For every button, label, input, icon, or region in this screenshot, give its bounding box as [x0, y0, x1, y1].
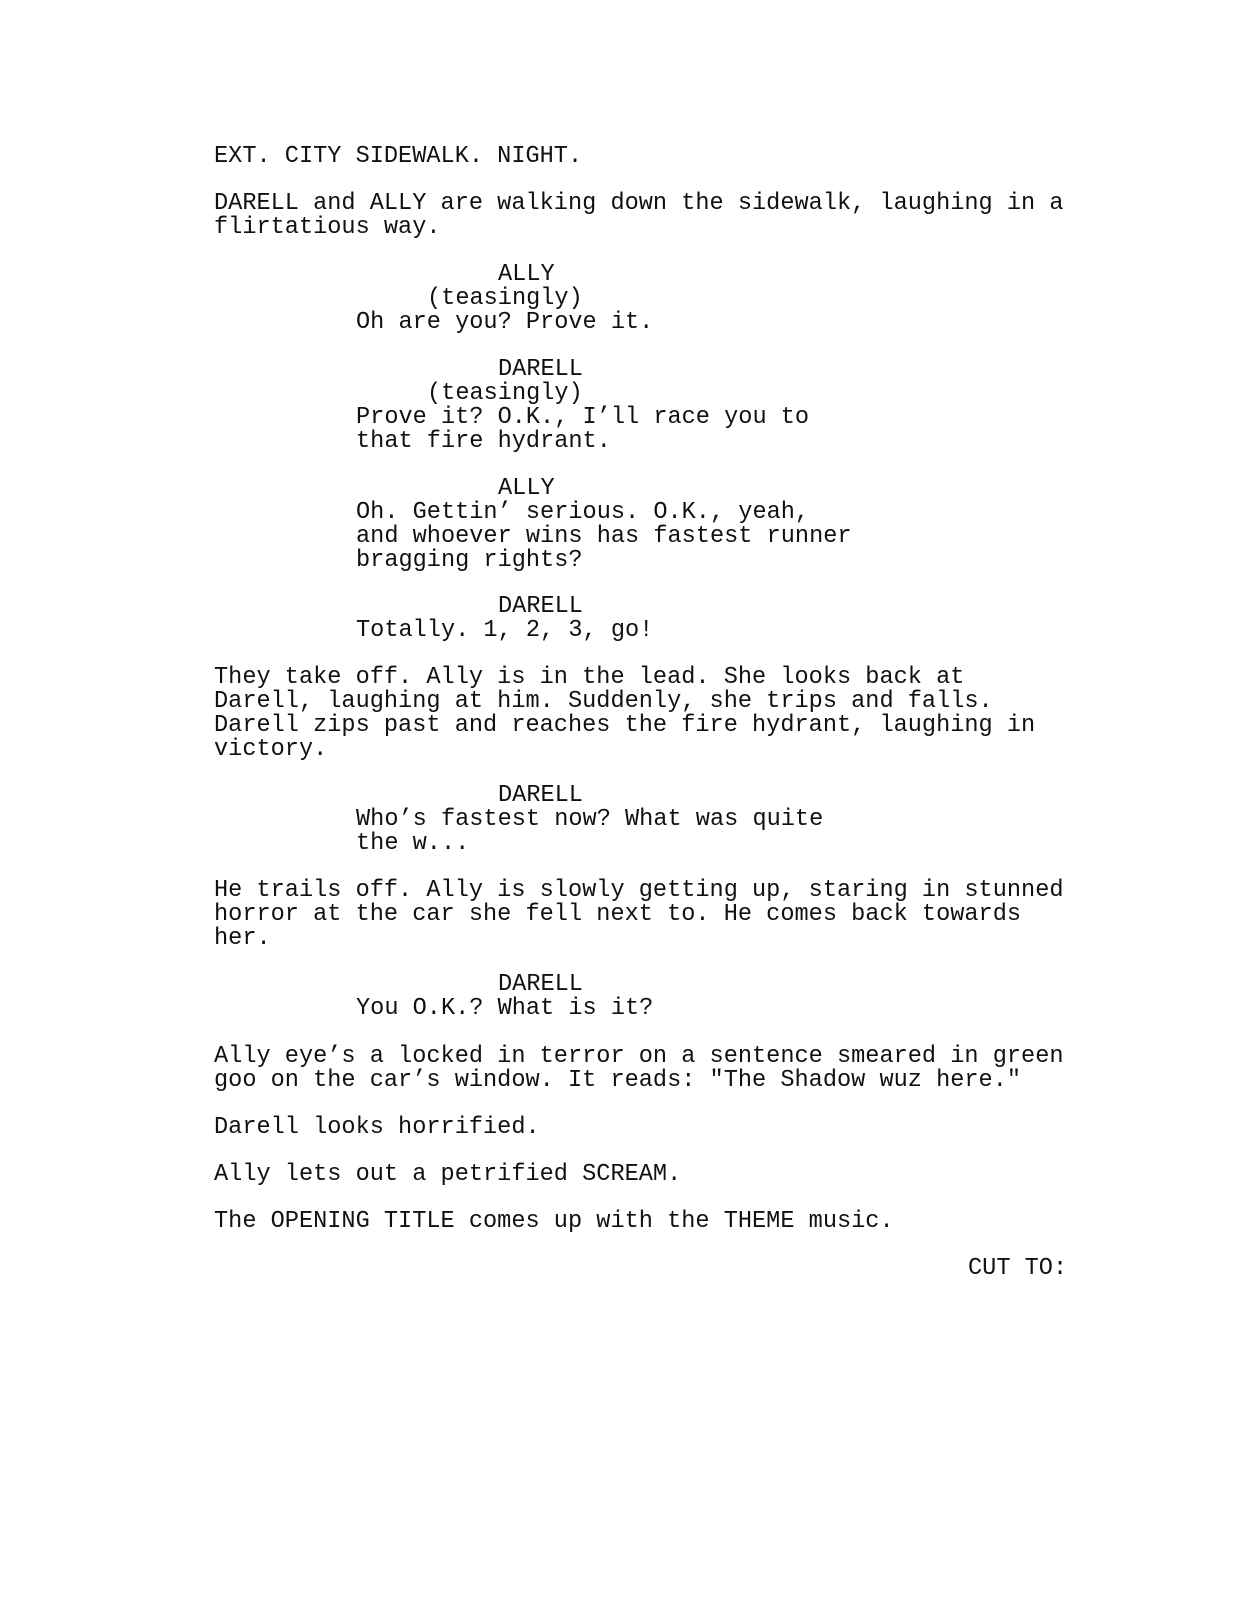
scene-heading: EXT. CITY SIDEWALK. NIGHT. [214, 143, 583, 170]
parenthetical: (teasingly) [427, 285, 583, 312]
action-line: goo on the car’s window. It reads: "The Shadow wuz here." [214, 1067, 1022, 1094]
dialogue-line: bragging rights? [356, 547, 583, 574]
character-name: DARELL [498, 782, 583, 809]
dialogue-line: that fire hydrant. [356, 428, 611, 455]
action-line: victory. [214, 736, 328, 763]
character-name: ALLY [498, 475, 555, 502]
action-line: Darell zips past and reaches the fire hydrant, laughing in [214, 712, 1036, 739]
dialogue-line: Oh. Gettin’ serious. O.K., yeah, [356, 499, 810, 526]
action-line: Ally lets out a petrified SCREAM. [214, 1161, 682, 1188]
character-name: DARELL [498, 971, 583, 998]
dialogue-line: Totally. 1, 2, 3, go! [356, 617, 654, 644]
action-line: Ally eye’s a locked in terror on a sentence smeared in green [214, 1043, 1064, 1070]
character-name: DARELL [498, 356, 583, 383]
action-line: The OPENING TITLE comes up with the THEME music. [214, 1208, 894, 1235]
dialogue-line: Prove it? O.K., I’ll race you to [356, 404, 810, 431]
dialogue-line: Who’s fastest now? What was quite [356, 806, 824, 833]
action-line: Darell looks horrified. [214, 1114, 540, 1141]
action-line: horror at the car she fell next to. He comes back towards [214, 901, 1022, 928]
action-line: They take off. Ally is in the lead. She looks back at [214, 664, 965, 691]
action-line: DARELL and ALLY are walking down the sidewalk, laughing in a [214, 190, 1064, 217]
action-line: He trails off. Ally is slowly getting up, staring in stunned [214, 877, 1064, 904]
dialogue-line: and whoever wins has fastest runner [356, 523, 852, 550]
dialogue-line: Oh are you? Prove it. [356, 309, 654, 336]
dialogue-line: You O.K.? What is it? [356, 995, 654, 1022]
character-name: ALLY [498, 261, 555, 288]
dialogue-line: the w... [356, 830, 470, 857]
transition: CUT TO: [968, 1255, 1068, 1282]
parenthetical: (teasingly) [427, 380, 583, 407]
character-name: DARELL [498, 593, 583, 620]
action-line: her. [214, 925, 271, 952]
action-line: flirtatious way. [214, 214, 441, 241]
action-line: Darell, laughing at him. Suddenly, she trips and falls. [214, 688, 993, 715]
